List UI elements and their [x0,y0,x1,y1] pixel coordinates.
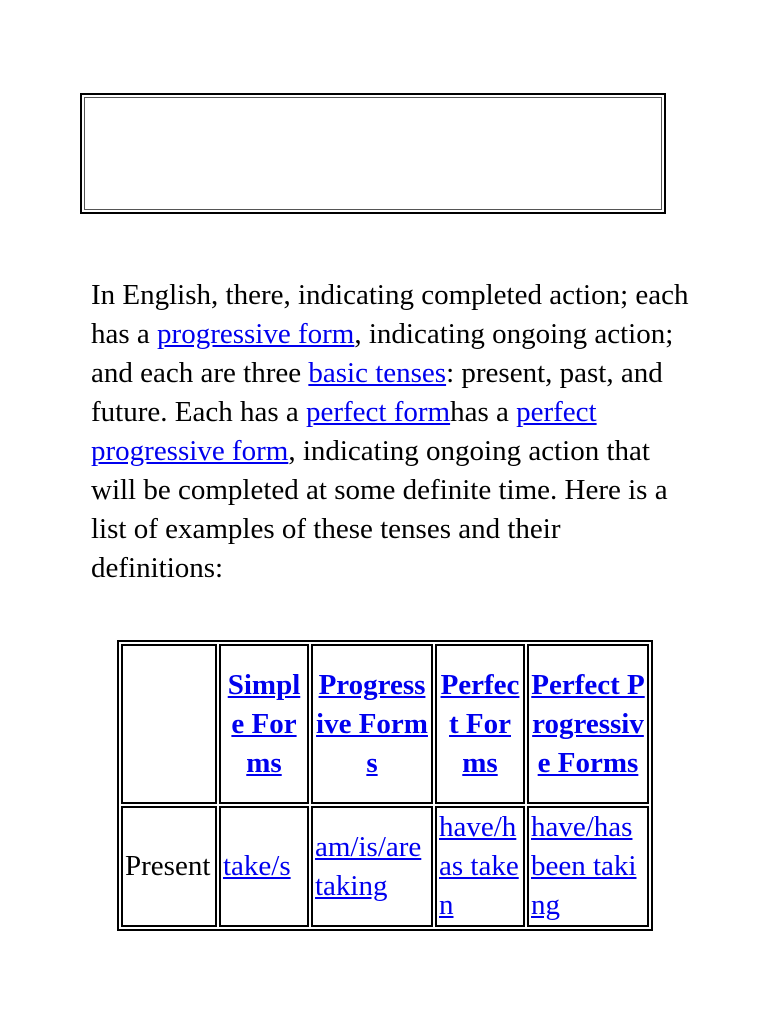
intro-text-1: In English, there, indicating completed action; each has a [91,279,689,350]
cell-simple [219,806,309,927]
cell-link-have-has-taken[interactable]: have/has taken [439,811,519,921]
header-perfect-forms [435,644,525,804]
progressive-form-link[interactable]: progressive form [157,318,355,350]
cell-link-have-has-been-taking[interactable]: have/has been taking [531,811,637,921]
perfect-forms-link[interactable]: Perfect Forms [440,668,520,779]
intro-text-5: , indicating ongoing action that will be completed at some definite time. Here is a list of examples of these tenses and their definitions: [91,435,668,584]
header-simple-forms [219,644,309,804]
intro-text-2: , indicating ongoing action; and each are three [91,318,674,389]
progressive-forms-link[interactable]: Progressive Forms [316,668,428,779]
simple-forms-link[interactable]: Simple Forms [227,668,301,779]
intro-paragraph [91,276,691,588]
empty-bordered-box [80,93,666,214]
perfect-form-link[interactable]: perfect form [305,396,451,428]
intro-text-3: : present, past, and future. Each has a [91,357,663,428]
cell-perfect [435,806,525,927]
table-row [121,806,649,927]
row-label-present: Present [121,806,217,927]
header-empty-cell [121,644,217,804]
tenses-table [117,640,653,931]
intro-text-4: has a [450,396,517,428]
cell-link-take[interactable]: take/s [223,850,291,882]
table-header-row [121,644,649,804]
basic-tenses-link[interactable]: basic tenses [308,357,447,389]
header-progressive-forms [311,644,433,804]
cell-link-am-is-are-taking[interactable]: am/is/are taking [315,830,422,902]
header-perfect-progressive-forms [527,644,649,804]
cell-progressive [311,806,433,927]
perfect-progressive-form-link[interactable]: perfect progressive form [91,396,597,467]
cell-perfect-progressive [527,806,649,927]
perfect-progressive-forms-link[interactable]: Perfect Progressive Forms [531,668,645,779]
